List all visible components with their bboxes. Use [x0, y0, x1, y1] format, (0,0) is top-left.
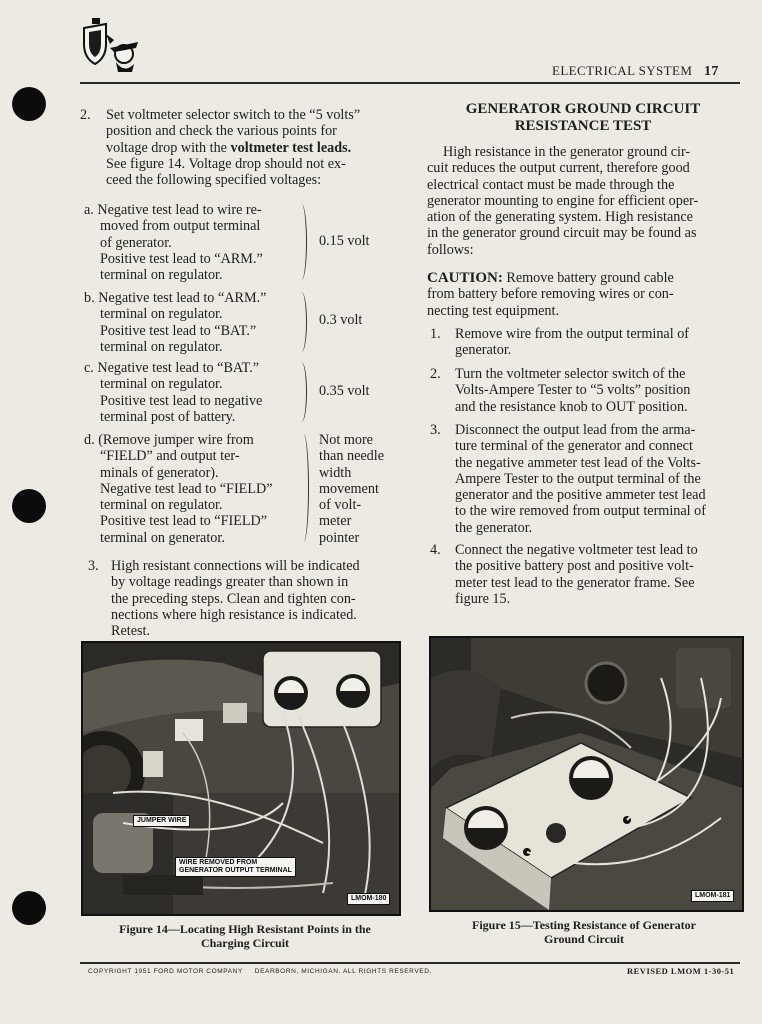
figure-15-code: LMOM-181 — [691, 890, 734, 902]
step3-text — [111, 558, 401, 639]
subitem-d-line-4: Negative test lead to “FIELD” — [100, 480, 273, 497]
ford-logo — [80, 14, 142, 76]
figure-14-code: LMOM-180 — [347, 893, 390, 905]
step2-line-4: See figure 14. Voltage drop should not ex- — [106, 155, 346, 172]
subitem-d-brace — [300, 434, 309, 542]
right-step3-line-2: ture terminal of the generator and connect — [455, 438, 693, 455]
caution-line-1 — [427, 270, 739, 286]
figure-14-caption-line-1: Figure 14—Locating High Resistant Points in the — [119, 922, 371, 936]
right-step4-line-1: Connect the negative voltmeter test lead to — [455, 542, 698, 558]
step3-line-2: by voltage readings greater than shown in — [111, 574, 349, 591]
step3-line-1: High resistant connections will be indicated — [111, 558, 360, 574]
subitem-a-line-1: a. Negative test lead to wire re- — [84, 202, 262, 218]
right-step3-line-3: the negative ammeter test lead of the Volts- — [455, 454, 701, 471]
wire-removed-label — [175, 857, 296, 877]
subitem-a-line-5: terminal on regulator. — [100, 267, 223, 284]
right-step2-line-2: Volts-Ampere Tester to “5 volts” position — [455, 382, 691, 399]
subitem-a-value: 0.15 volt — [319, 233, 370, 249]
step3-line-4: nections where high resistance is indicated. — [111, 606, 357, 623]
figure-15-caption — [428, 918, 740, 946]
header-rule — [80, 82, 740, 84]
caution-paragraph — [427, 270, 739, 319]
subitem-c — [84, 360, 299, 425]
figure-14-caption-line-2: Charging Circuit — [200, 936, 290, 950]
subitem-d-value-4: movement — [319, 480, 379, 497]
subitem-b-line-2: terminal on regulator. — [100, 306, 223, 323]
wire-removed-label-line-1: WIRE REMOVED FROM — [179, 859, 258, 866]
intro-line-2: cuit reduces the output current, therefore good — [427, 160, 690, 177]
subitem-d-value-7: pointer — [319, 529, 360, 546]
subitem-d-value-2: than needle — [319, 448, 384, 465]
right-step3-text — [455, 422, 741, 536]
step2-text — [106, 107, 394, 188]
caution-line-2: from battery before removing wires or con- — [427, 286, 674, 303]
subitem-c-brace — [298, 362, 307, 422]
wire-removed-label-line-2: GENERATOR OUTPUT TERMINAL — [179, 867, 292, 874]
right-step2-number: 2. — [430, 366, 441, 382]
subitem-b-brace — [298, 292, 307, 352]
right-step3-line-1: Disconnect the output lead from the arma- — [455, 422, 696, 438]
subitem-c-line-1: c. Negative test lead to “BAT.” — [84, 360, 260, 376]
right-step2-text — [455, 366, 739, 415]
figure-15-caption-line-2: Ground Circuit — [544, 932, 624, 946]
right-step3-line-6: to the wire removed from output terminal of — [455, 503, 706, 520]
step2-number: 2. — [80, 107, 91, 123]
step2-bold-text: voltmeter test leads. — [230, 139, 352, 156]
right-step2-line-1: Turn the voltmeter selector switch of the — [455, 366, 686, 382]
intro-paragraph — [427, 144, 739, 258]
right-step4-number: 4. — [430, 542, 441, 558]
subitem-a — [84, 202, 299, 283]
section-heading-line-2: RESISTANCE TEST — [514, 118, 652, 134]
subitem-d-value-6: meter — [319, 513, 352, 530]
figure-14-caption — [80, 922, 410, 950]
subitem-d-line-3: minals of generator). — [100, 464, 219, 481]
step3-number: 3. — [88, 558, 99, 574]
subitem-d-line-1: d. (Remove jumper wire from — [84, 432, 254, 448]
binder-hole-bottom — [12, 891, 46, 925]
footer-rule — [80, 962, 740, 964]
subitem-d-value-5: of volt- — [319, 497, 362, 514]
caution-label: CAUTION: — [427, 270, 503, 286]
subitem-c-line-2: terminal on regulator. — [100, 376, 223, 393]
subitem-b-line-1: b. Negative test lead to “ARM.” — [84, 290, 267, 306]
subitem-b — [84, 290, 299, 355]
section-heading — [428, 101, 738, 135]
right-step3-number: 3. — [430, 422, 441, 438]
caution-line-1-text: Remove battery ground cable — [502, 270, 674, 286]
right-step1-line-2: generator. — [455, 342, 512, 359]
copyright-notice: COPYRIGHT 1951 FORD MOTOR COMPANY DEARBORN, MICHIGAN. ALL RIGHTS RESERVED. — [88, 968, 432, 975]
right-step1-line-1: Remove wire from the output terminal of — [455, 326, 690, 342]
section-title-text: ELECTRICAL SYSTEM — [552, 63, 693, 78]
right-step4-line-2: the positive battery post and positive volt- — [455, 558, 694, 575]
subitem-d — [84, 432, 304, 546]
subitem-d-line-6: Positive test lead to “FIELD” — [100, 513, 268, 530]
subitem-a-line-3: of generator. — [100, 234, 172, 251]
ford-crest-and-figure-icon — [80, 14, 142, 76]
subitem-b-value: 0.3 volt — [319, 312, 363, 328]
right-step4-line-4: figure 15. — [455, 590, 511, 607]
right-step2-line-3: and the resistance knob to OUT position. — [455, 398, 688, 415]
step2-line-5: ceed the following specified voltages: — [106, 172, 322, 189]
subitem-d-line-5: terminal on regulator. — [100, 497, 223, 514]
subitem-a-line-2: moved from output terminal — [100, 218, 261, 235]
subitem-b-line-4: terminal on regulator. — [100, 338, 223, 355]
step2-line-2: position and check the various points for — [106, 123, 337, 140]
figure-14-photo — [81, 641, 401, 916]
subitem-d-value-3: width — [319, 464, 352, 481]
subitem-d-value-1: Not more — [319, 432, 373, 448]
subitem-b-line-3: Positive test lead to “BAT.” — [100, 322, 257, 339]
right-step1-text — [455, 326, 739, 359]
subitem-d-value — [319, 432, 384, 546]
right-step3-line-4: Ampere Tester to the output terminal of the — [455, 470, 701, 487]
tester-on-generator-illustration — [431, 638, 742, 910]
binder-hole-top — [12, 87, 46, 121]
revision-note: REVISED LMOM 1-30-51 — [627, 966, 735, 976]
jumper-wire-label: JUMPER WIRE — [133, 815, 190, 827]
right-step4-text — [455, 542, 739, 607]
step3-line-3: the preceding steps. Clean and tighten con- — [111, 590, 356, 607]
subitem-a-line-4: Positive test lead to “ARM.” — [100, 250, 263, 267]
intro-line-6: in the generator ground circuit may be found as — [427, 225, 697, 242]
subitem-c-line-4: terminal post of battery. — [100, 408, 236, 425]
page-number: 17 — [703, 64, 719, 79]
step2-line-3-text: voltage drop with the — [106, 139, 231, 156]
right-step3-line-5: generator and the positive ammeter test lead — [455, 487, 706, 504]
subitem-d-line-7: terminal on generator. — [100, 529, 225, 546]
right-step1-number: 1. — [430, 326, 441, 342]
caution-line-3: necting test equipment. — [427, 302, 559, 319]
subitem-c-value: 0.35 volt — [319, 383, 370, 399]
step3-line-5: Retest. — [111, 623, 151, 640]
intro-line-5: ation of the generating system. High resistance — [427, 209, 693, 226]
intro-line-7: follows: — [427, 241, 474, 258]
binder-hole-middle — [12, 489, 46, 523]
right-step3-line-7: the generator. — [455, 519, 533, 536]
figure-15-caption-line-1: Figure 15—Testing Resistance of Generator — [472, 918, 696, 932]
intro-line-4: generator mounting to engine for efficient oper- — [427, 192, 699, 209]
intro-line-1: High resistance in the generator ground cir- — [443, 144, 691, 160]
subitem-d-line-2: “FIELD” and output ter- — [100, 448, 240, 465]
section-heading-line-1: GENERATOR GROUND CIRCUIT — [465, 101, 701, 117]
section-title — [552, 63, 719, 80]
subitem-c-line-3: Positive test lead to negative — [100, 392, 263, 409]
step2-line-3 — [106, 140, 394, 156]
right-step4-line-3: meter test lead to the generator frame. See — [455, 574, 695, 591]
figure-15-photo — [429, 636, 744, 912]
subitem-a-brace — [298, 204, 307, 280]
intro-line-3: electrical contact must be made through the — [427, 176, 675, 193]
step2-line-1: Set voltmeter selector switch to the “5 volts” — [106, 107, 361, 123]
